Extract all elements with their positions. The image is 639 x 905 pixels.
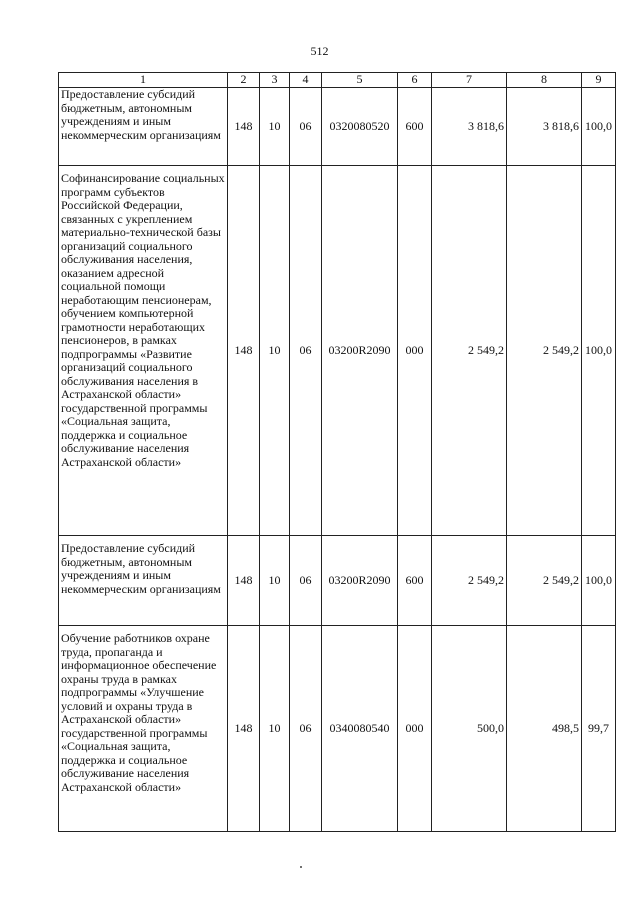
row-percent: 100,0 [582,88,616,166]
row-name: Предоставление субсидий бюджетным, автономным учреждениям и иным некоммерческим организациям [59,88,228,166]
header-col-6: 6 [398,73,432,88]
row-section-code: 10 [260,626,290,832]
row-expense-type: 600 [398,536,432,626]
header-col-5: 5 [322,73,398,88]
row-subsection-code: 06 [290,626,322,832]
header-col-9: 9 [582,73,616,88]
row-percent: 100,0 [582,166,616,536]
row-planned-amount: 500,0 [432,626,507,832]
row-planned-amount: 3 818,6 [432,88,507,166]
row-name: Предоставление субсидий бюджетным, автономным учреждениям и иным некоммерческим организациям [59,536,228,626]
row-actual-amount: 3 818,6 [507,88,582,166]
row-target-code: 0320080520 [322,88,398,166]
header-col-3: 3 [260,73,290,88]
row-expense-type: 600 [398,88,432,166]
page-number: 512 [310,44,329,58]
table-row [59,166,616,536]
scan-speck [300,866,302,868]
row-section-code: 10 [260,166,290,536]
table-row [59,626,616,832]
row-actual-amount: 2 549,2 [507,166,582,536]
row-planned-amount: 2 549,2 [432,166,507,536]
row-ministry-code: 148 [228,536,260,626]
row-target-code: 03200R2090 [322,166,398,536]
header-col-4: 4 [290,73,322,88]
row-ministry-code: 148 [228,166,260,536]
header-col-7: 7 [432,73,507,88]
row-actual-amount: 2 549,2 [507,536,582,626]
row-actual-amount: 498,5 [507,626,582,832]
row-subsection-code: 06 [290,88,322,166]
table-row [59,88,616,166]
row-section-code: 10 [260,88,290,166]
table-row [59,536,616,626]
row-target-code: 03200R2090 [322,536,398,626]
budget-table [58,72,616,832]
row-section-code: 10 [260,536,290,626]
row-ministry-code: 148 [228,88,260,166]
header-row [59,73,616,88]
header-col-2: 2 [228,73,260,88]
row-expense-type: 000 [398,166,432,536]
row-percent: 100,0 [582,536,616,626]
header-col-1: 1 [59,73,228,88]
row-ministry-code: 148 [228,626,260,832]
row-percent: 99,7 [582,626,616,832]
row-expense-type: 000 [398,626,432,832]
row-target-code: 0340080540 [322,626,398,832]
row-planned-amount: 2 549,2 [432,536,507,626]
row-subsection-code: 06 [290,166,322,536]
row-subsection-code: 06 [290,536,322,626]
header-col-8: 8 [507,73,582,88]
row-name: Обучение работников охране труда, пропаганда и информационное обеспечение охраны труда в рамках подпрограммы «Улучшение условий и охраны труда в Астраханской области» государственной программы «Социальная защита, поддержка и социальное обслуживание населения Астраханской области» [59,626,228,832]
row-name: Софинансирование социальных программ субъектов Российской Федерации, связанных с укреплением материально-технической базы организаций социального обслуживания населения, оказанием адресной социальной помощи неработающим пенсионерам, обучением компьютерной грамотности неработающих пенсионеров, в рамках подпрограммы «Развитие организаций социального обслуживания населения в Астраханской области» государственной программы «Социальная защита, поддержка и социальное обслуживание населения Астраханской области» [59,166,228,536]
